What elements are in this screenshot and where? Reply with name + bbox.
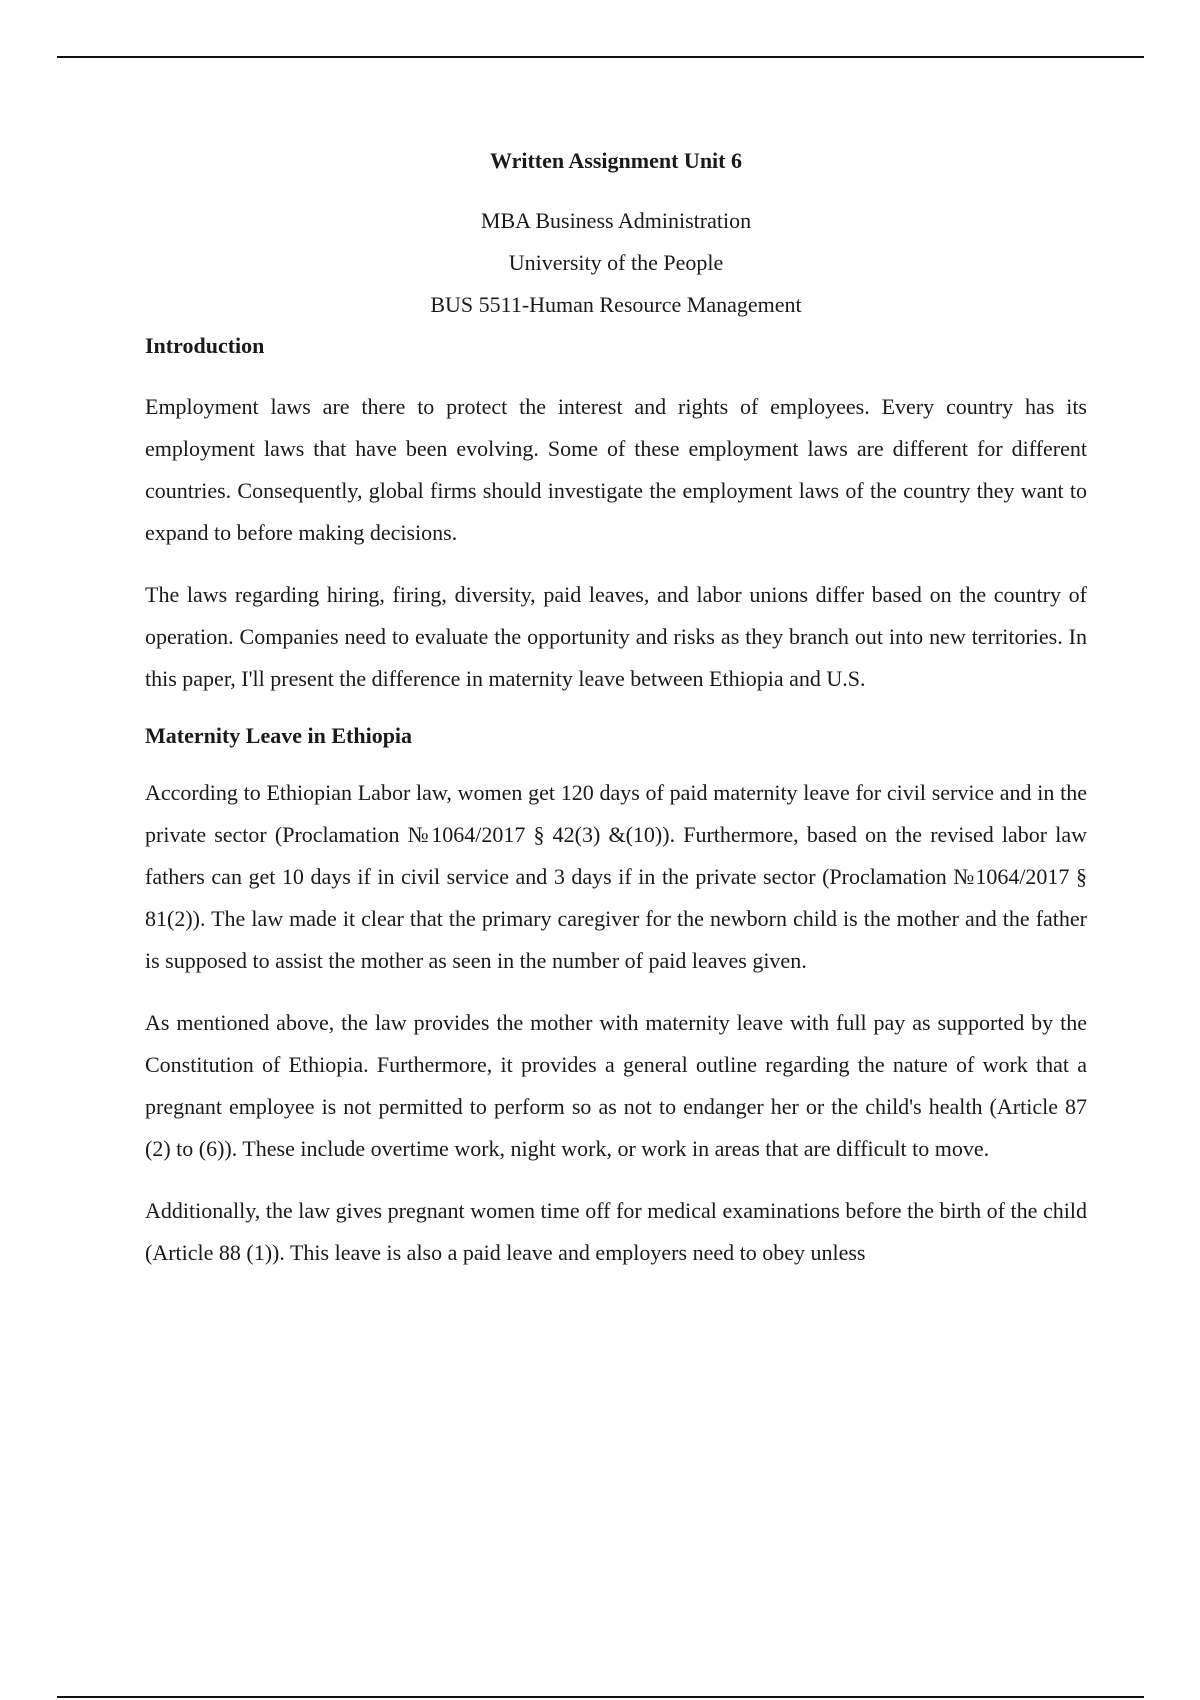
paragraph: The laws regarding hiring, firing, diversity, paid leaves, and labor unions differ based on the country of operation. Companies need to evaluate the opportunity and risks as they branch out into new territories. In this paper, I'll present the difference in maternity leave between Ethiopia and U.S. bbox=[145, 582, 1087, 691]
paragraph: Additionally, the law gives pregnant women time off for medical examinations before the birth of the child (Article 88 (1)). This leave is also a paid leave and employers need to obey unless bbox=[145, 1198, 1087, 1265]
document-title: Written Assignment Unit 6 bbox=[490, 148, 742, 173]
section-heading-maternity-leave-ethiopia: Maternity Leave in Ethiopia bbox=[145, 723, 413, 748]
document-page bbox=[145, 142, 1087, 1294]
section-heading-introduction: Introduction bbox=[145, 333, 265, 358]
bottom-rule bbox=[57, 1696, 1144, 1698]
paragraph: Employment laws are there to protect the interest and rights of employees. Every country has its employment laws that have been evolving. Some of these employment laws are different for different countries. Consequently, global firms should investigate the employment laws of the country they want to expand to before making decisions. bbox=[145, 394, 1087, 545]
paragraph: According to Ethiopian Labor law, women get 120 days of paid maternity leave for civil service and in the private sector (Proclamation №1064/2017 § 42(3) &(10)). Furthermore, based on the revised labor law fathers can get 10 days if in civil service and 3 days if in the private sector (Proclamation №1064/2017 § 81(2)). The law made it clear that the primary caregiver for the newborn child is the mother and the father is supposed to assist the mother as seen in the number of paid leaves given. bbox=[145, 780, 1087, 973]
course-line: BUS 5511-Human Resource Management bbox=[430, 292, 802, 317]
university-line: University of the People bbox=[508, 250, 724, 275]
paragraph: As mentioned above, the law provides the mother with maternity leave with full pay as supported by the Constitution of Ethiopia. Furthermore, it provides a general outline regarding the nature of work that a pregnant employee is not permitted to perform so as not to endanger her or the child's health (Article 87 (2) to (6)). These include overtime work, night work, or work in areas that are difficult to move. bbox=[145, 1010, 1087, 1161]
top-rule bbox=[57, 56, 1144, 58]
program-line: MBA Business Administration bbox=[480, 208, 752, 233]
